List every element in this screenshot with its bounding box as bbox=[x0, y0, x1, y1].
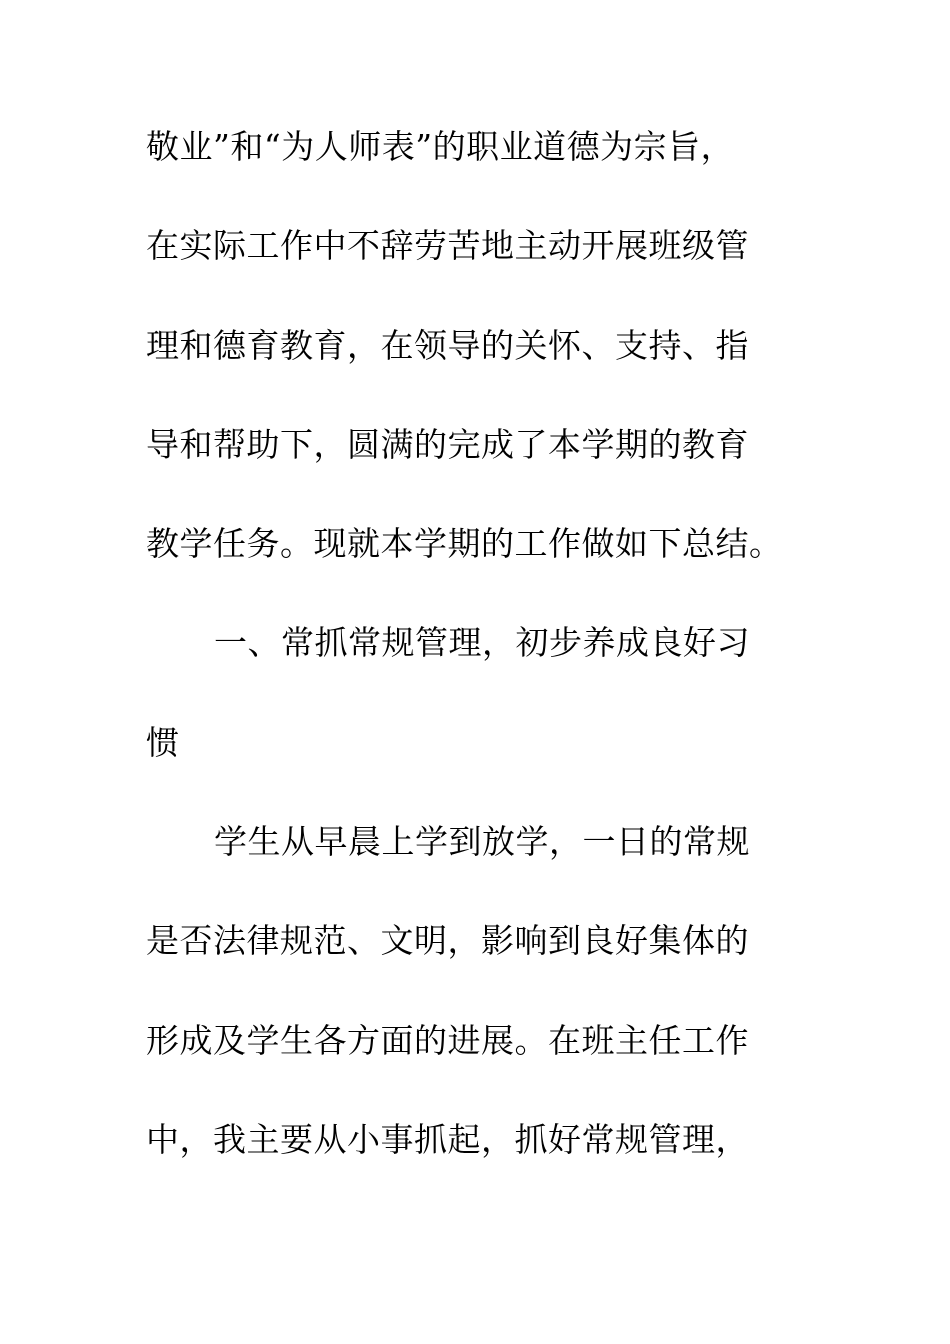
body-text bbox=[146, 122, 806, 1214]
text-line: 导和帮助下，圆满的完成了本学期的教育 bbox=[146, 424, 749, 464]
text-line: 敬业”和“为人师表”的职业道德为宗旨， bbox=[146, 127, 735, 166]
section-heading-continuation: 惯 bbox=[146, 722, 180, 762]
text-line: 在实际工作中不辞劳苦地主动开展班级管 bbox=[146, 226, 749, 266]
text-line: 中，我主要从小事抓起，抓好常规管理， bbox=[146, 1119, 749, 1159]
text-line: 教学任务。现就本学期的工作做如下总结。 bbox=[146, 524, 783, 564]
text-line: 是否法律规范、文明，影响到良好集体的 bbox=[146, 921, 749, 961]
paragraph-first-line: 学生从早晨上学到放学，一日的常规 bbox=[214, 822, 750, 862]
text-line: 理和德育教育，在领导的关怀、支持、指 bbox=[146, 325, 749, 365]
text-line: 形成及学生各方面的进展。在班主任工作 bbox=[146, 1020, 749, 1060]
section-heading-line: 一、常抓常规管理，初步养成良好习 bbox=[214, 623, 750, 663]
